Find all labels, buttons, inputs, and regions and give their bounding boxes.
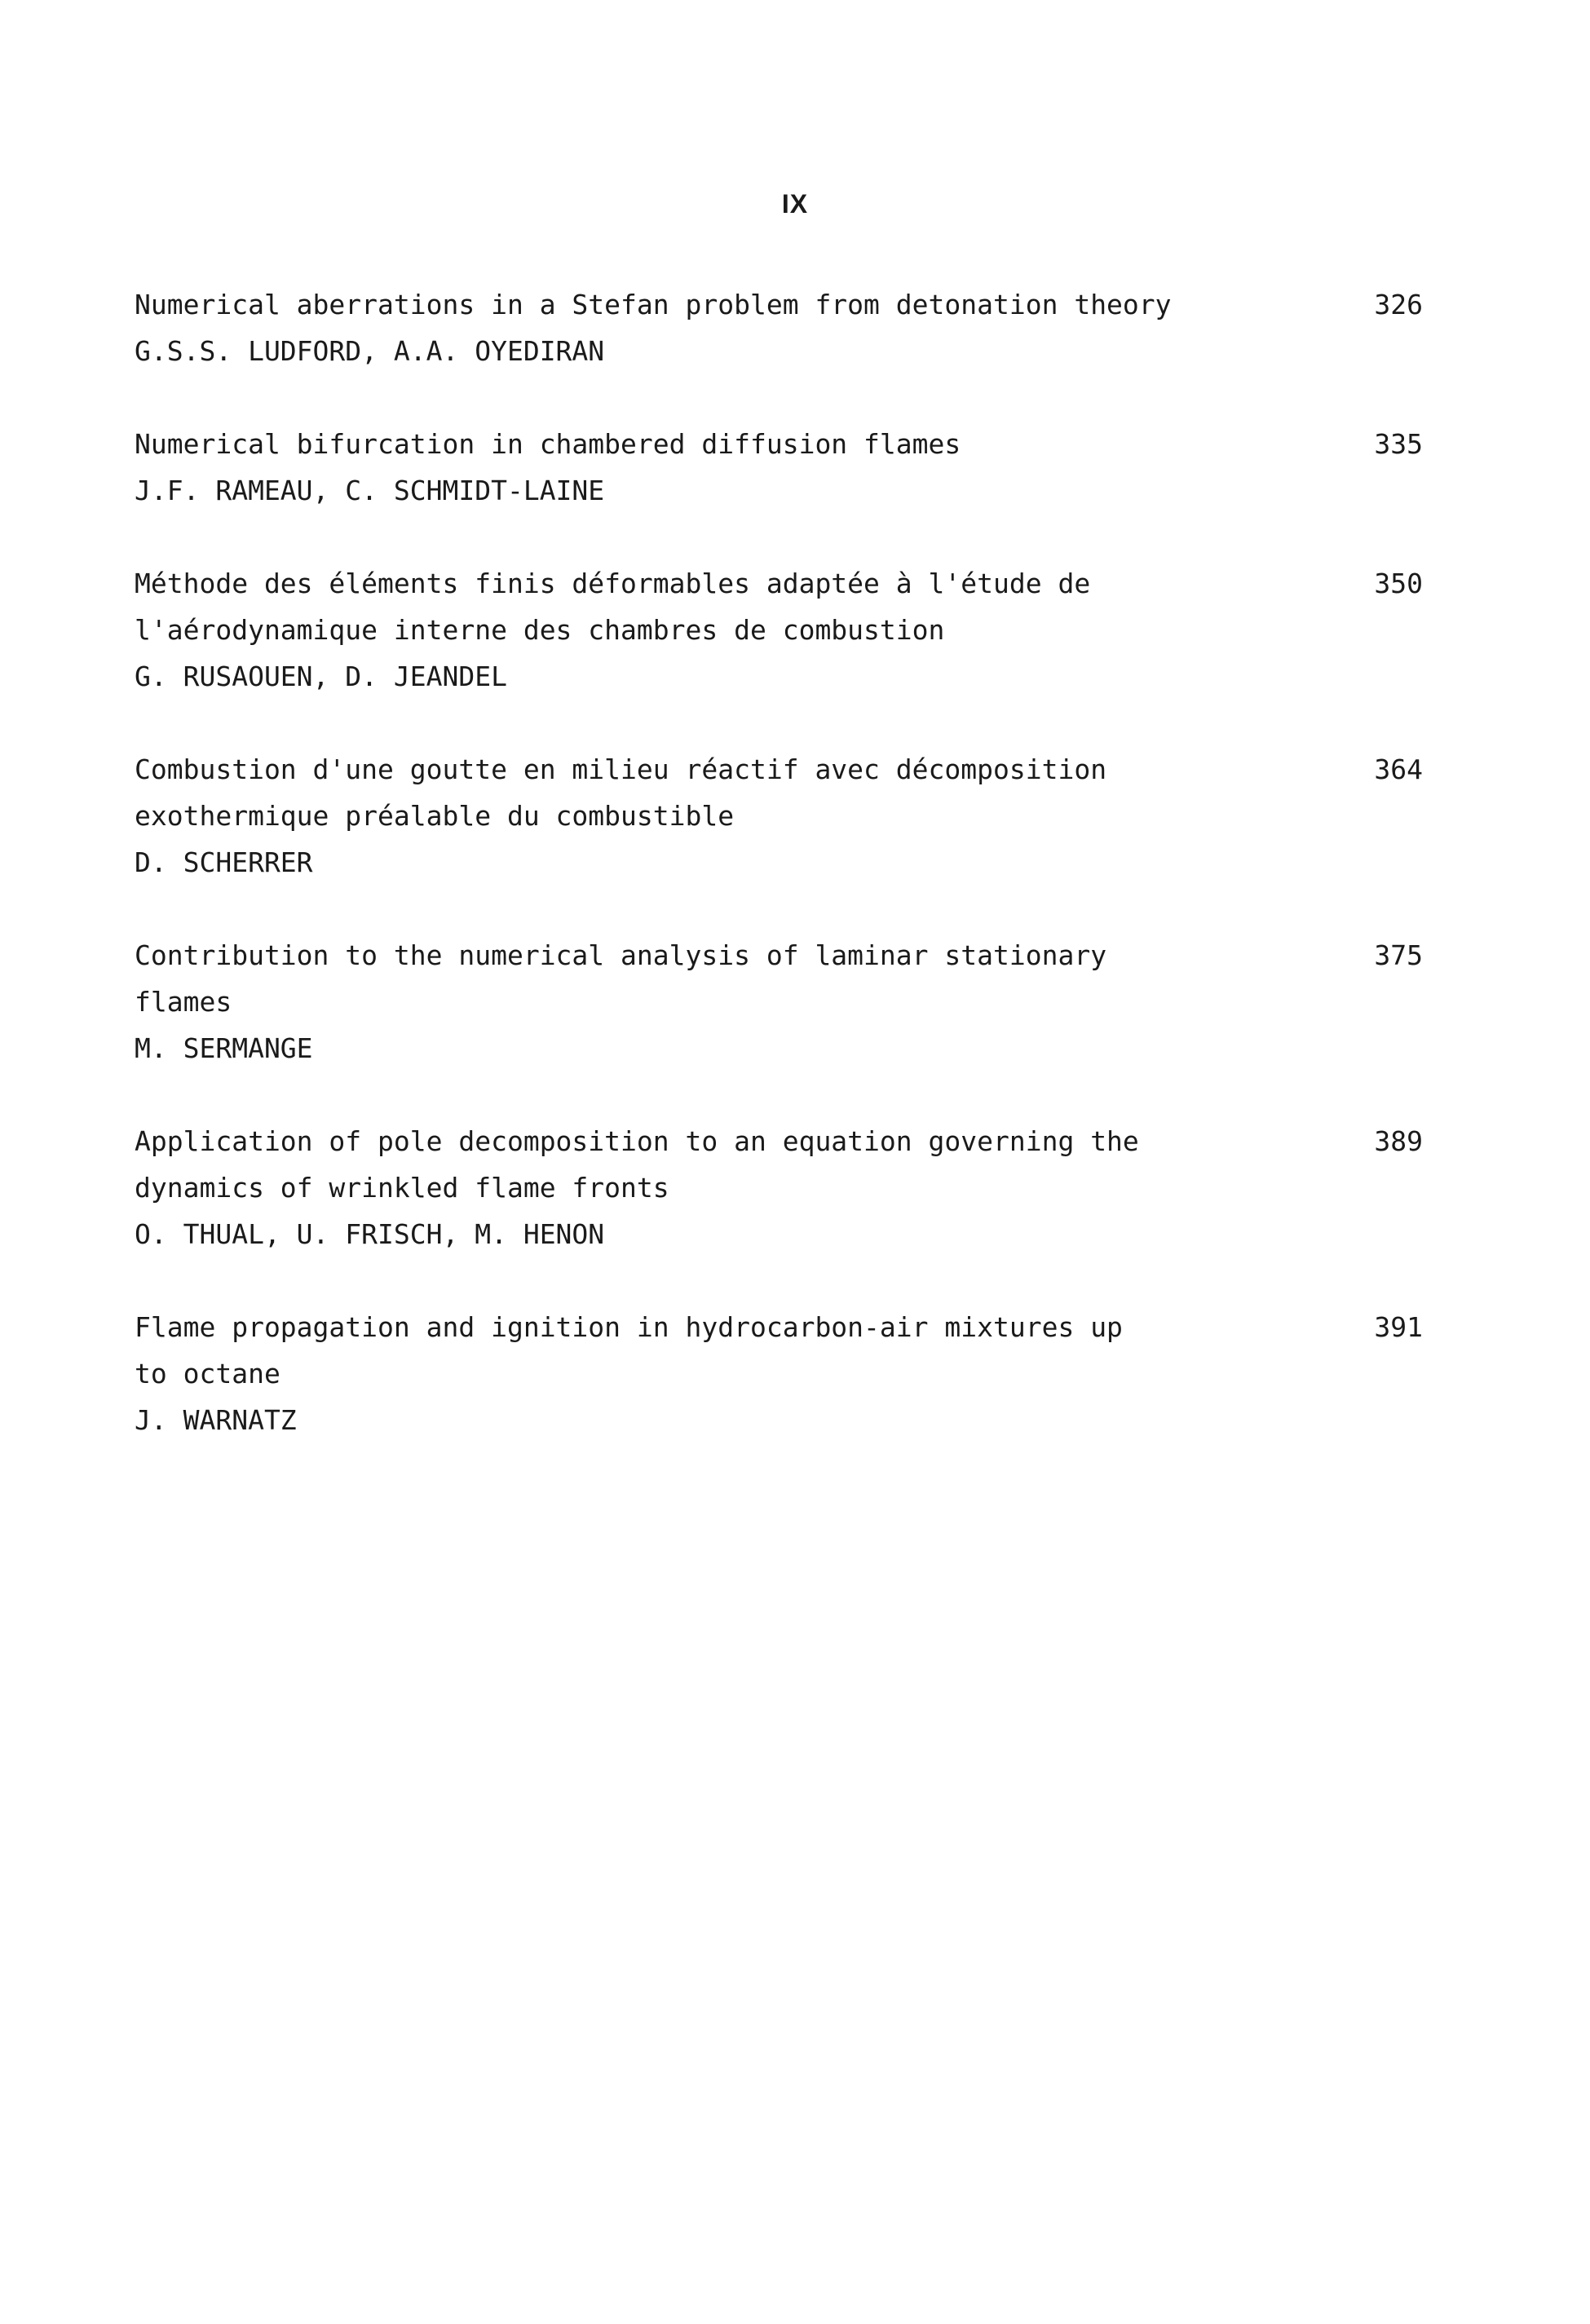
toc-entry: [135, 932, 1423, 1071]
entry-page-number: 364: [1374, 753, 1423, 785]
entry-page-number: 350: [1374, 568, 1423, 599]
entry-page-number: 375: [1374, 939, 1423, 971]
entry-page-number: 326: [1374, 289, 1423, 320]
entry-authors: M. SERMANGE: [135, 1032, 313, 1064]
entry-title: Application of pole decomposition to an equation governing the: [135, 1125, 1139, 1157]
entry-authors: G.S.S. LUDFORD, A.A. OYEDIRAN: [135, 335, 605, 367]
toc-entry: [135, 281, 1423, 374]
entry-title-continuation: dynamics of wrinkled flame fronts: [135, 1172, 669, 1204]
toc-entry: [135, 746, 1423, 886]
toc-entry: [135, 560, 1423, 700]
entry-page-number: 391: [1374, 1311, 1423, 1343]
entry-title: Numerical aberrations in a Stefan problem from detonation theory: [135, 289, 1172, 320]
entry-authors: J. WARNATZ: [135, 1404, 297, 1436]
entry-title: Flame propagation and ignition in hydrocarbon-air mixtures up: [135, 1311, 1123, 1343]
entry-authors: O. THUAL, U. FRISCH, M. HENON: [135, 1218, 605, 1250]
entry-title: Contribution to the numerical analysis of laminar stationary: [135, 939, 1107, 971]
entry-title: Combustion d'une goutte en milieu réactif avec décomposition: [135, 753, 1107, 785]
toc-entry: [135, 1304, 1423, 1443]
entry-title-continuation: exothermique préalable du combustible: [135, 800, 735, 832]
entry-title-continuation: l'aérodynamique interne des chambres de combustion: [135, 614, 945, 646]
page-number: IX: [781, 189, 809, 219]
toc-entry: [135, 421, 1423, 514]
entry-page-number: 335: [1374, 428, 1423, 460]
entry-title: Méthode des éléments finis déformables adaptée à l'étude de: [135, 568, 1091, 599]
entry-authors: D. SCHERRER: [135, 846, 313, 878]
entry-authors: G. RUSAOUEN, D. JEANDEL: [135, 661, 507, 692]
entry-page-number: 389: [1374, 1125, 1423, 1157]
entry-authors: J.F. RAMEAU, C. SCHMIDT-LAINE: [135, 475, 605, 506]
entry-title-continuation: flames: [135, 986, 232, 1018]
table-of-contents: [135, 281, 1423, 1490]
toc-entry: [135, 1118, 1423, 1257]
entry-title: Numerical bifurcation in chambered diffusion flames: [135, 428, 961, 460]
entry-title-continuation: to octane: [135, 1358, 280, 1390]
